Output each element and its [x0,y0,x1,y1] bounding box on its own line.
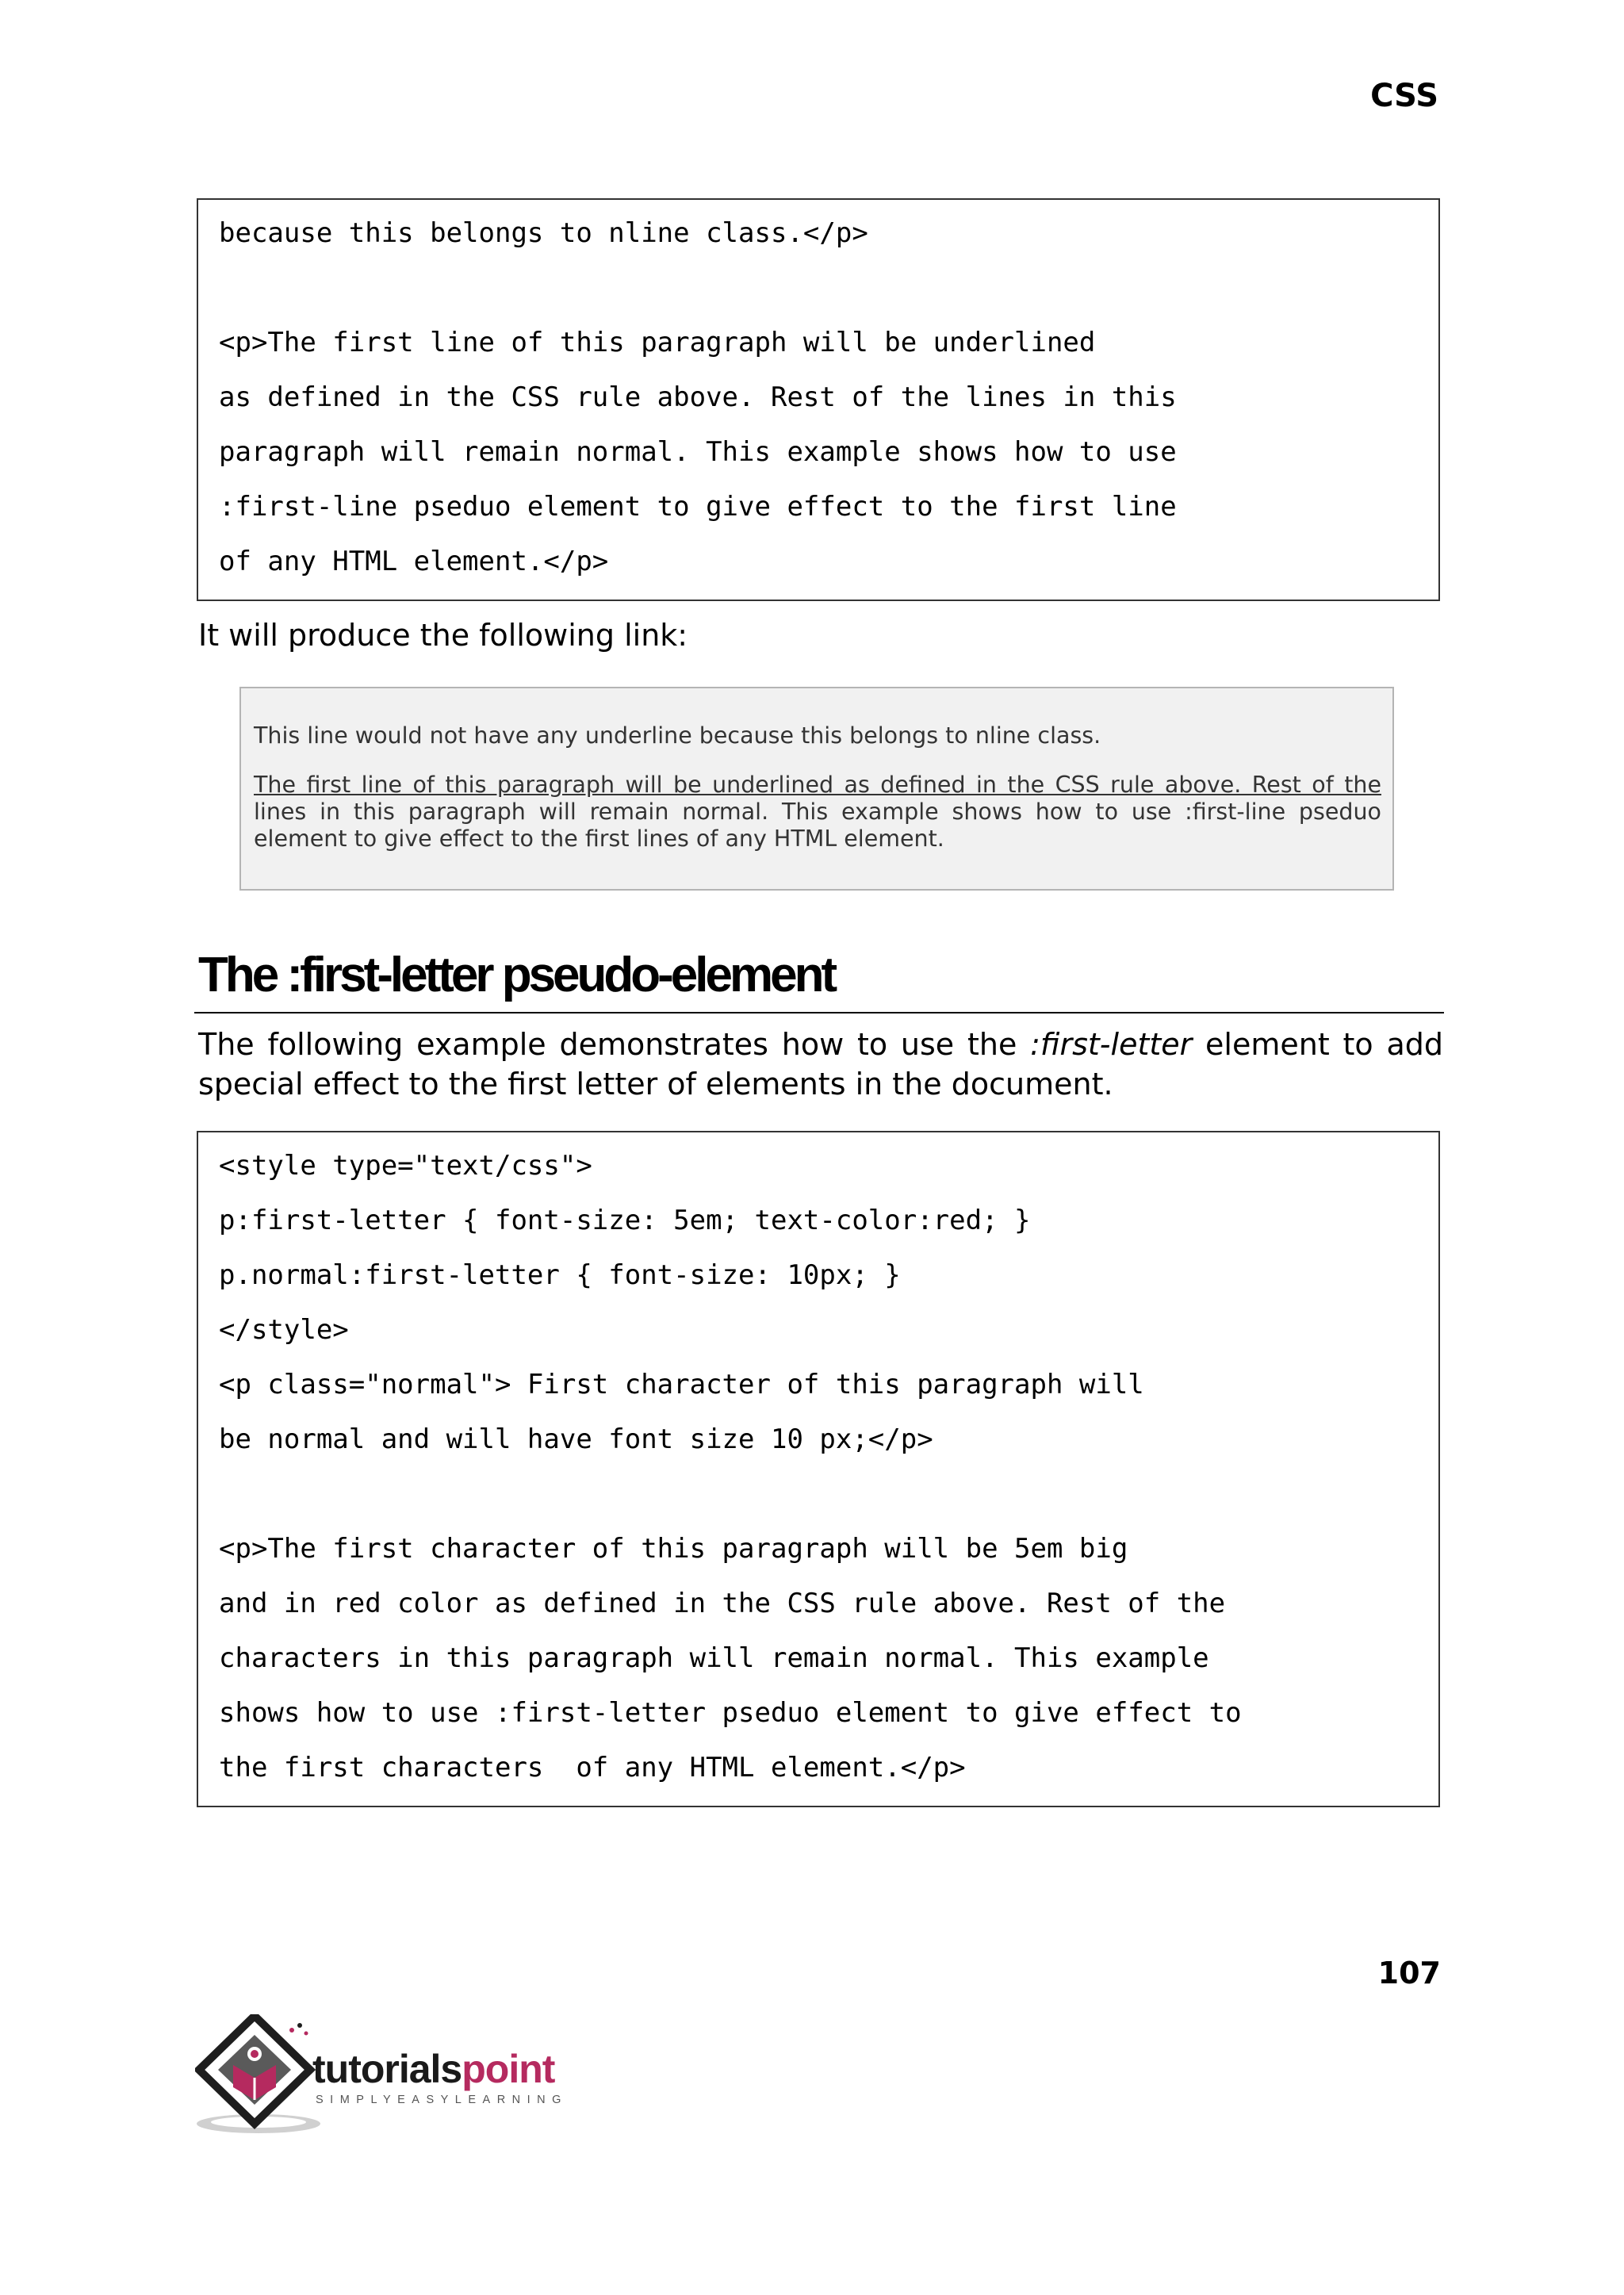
section-intro [198,1025,1443,1064]
code-line: p.normal:first-letter { font-size: 10px; } [219,1259,901,1291]
code-line: shows how to use :first-letter pseduo element to give effect to [219,1697,1242,1729]
code-line: :first-line pseduo element to give effect to the first line [219,491,1177,523]
heading-rule [194,1012,1444,1013]
output-intro: It will produce the following link: [198,618,688,653]
tutorialspoint-logo [195,2014,607,2133]
output-underlined-line: The first line of this paragraph will be underlined as defined in the CSS rule above. Rest of the [254,772,1381,798]
code-line: be normal and will have font size 10 px;</p> [219,1423,933,1455]
logo-emblem-icon [195,2014,330,2133]
code-line: of any HTML element.</p> [219,546,609,577]
intro-italic-term: :first-letter [1030,1027,1193,1062]
section-intro-line2: special effect to the first letter of elements in the document. [198,1067,1113,1102]
output-line: element to give effect to the first lines of any HTML element. [254,826,944,852]
code-block-first-letter-example [197,1131,1440,1807]
code-line: p:first-letter { font-size: 5em; text-color:red; } [219,1205,1031,1236]
output-line: lines in this paragraph will remain normal. This example shows how to use :first-line pseduo [254,799,1381,825]
logo-wordmark [312,2049,554,2089]
header-title: CSS [1370,78,1438,114]
code-line: paragraph will remain normal. This example shows how to use [219,436,1177,468]
code-line: <style type="text/css"> [219,1150,592,1182]
code-block-first-line-example [197,198,1440,601]
code-line: the first characters of any HTML element.</p> [219,1752,966,1784]
output-line: This line would not have any underline because this belongs to nline class. [254,722,1101,749]
logo-word-point: point [462,2047,555,2091]
code-line: <p>The first line of this paragraph will be underlined [219,327,1096,358]
page-number: 107 [1377,1956,1441,1990]
code-line: </style> [219,1314,349,1346]
code-line: <p class="normal"> First character of this paragraph will [219,1369,1144,1400]
output-screenshot [239,687,1394,891]
code-line: and in red color as defined in the CSS rule above. Rest of the [219,1588,1226,1619]
logo-word-tutorials: tutorials [312,2047,462,2091]
code-line: characters in this paragraph will remain normal. This example [219,1642,1209,1674]
intro-text: element to add [1192,1027,1443,1062]
section-heading: The :first-letter pseudo-element [198,948,835,1002]
code-line: <p>The first character of this paragraph will be 5em big [219,1533,1128,1565]
code-line: because this belongs to nline class.</p> [219,217,868,249]
intro-text: The following example demonstrates how to use the [198,1027,1031,1062]
code-line: as defined in the CSS rule above. Rest of the lines in this [219,381,1177,413]
logo-tagline: SIMPLYEASYLEARNING [316,2094,568,2106]
